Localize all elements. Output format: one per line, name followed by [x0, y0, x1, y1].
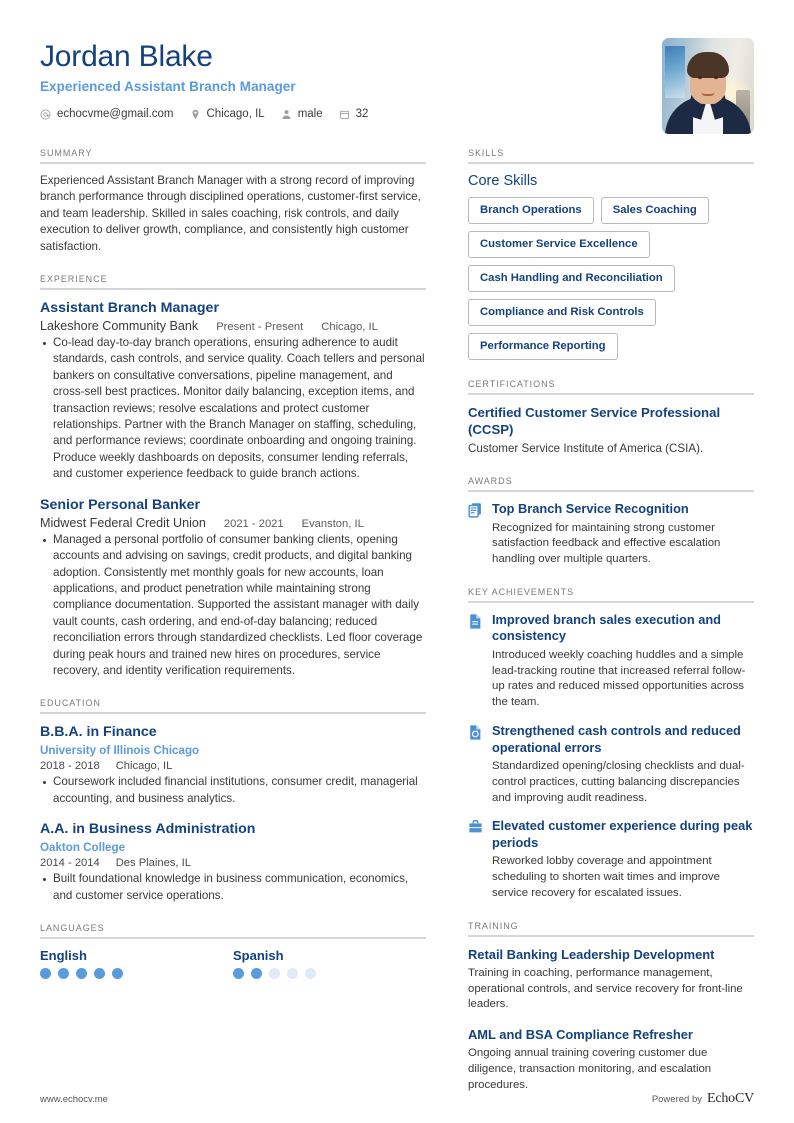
section-key-achievements [468, 587, 754, 902]
contact-location-value: Chicago, IL [206, 108, 265, 120]
education-meta-row [40, 857, 426, 869]
avatar [662, 38, 754, 134]
avatar-wall-art [665, 46, 685, 98]
job-bullet: Managed a personal portfolio of consumer banking clients, opening accounts and advising on savings, credit products, and digital banking adoption. Consistently met monthly goals for new accounts, loan applications, and product penetration while maintaining strong compliance documentation. Supported the assistant manager with daily vault counts, cash ordering, and end-of-day balancing; reduced reconciliation errors through standardized checklists. Led floor coverage during peak hours and trained new hires on procedures, service recovery, and identity verification requirements. [40, 532, 426, 680]
contact-row [40, 108, 368, 120]
avatar-eye-left [698, 76, 702, 79]
job-location: Evanston, IL [301, 517, 364, 530]
degree-title: A.A. in Business Administration [40, 821, 256, 838]
training-title: Retail Banking Leadership Development [468, 946, 715, 962]
contact-email-value: echocvme@gmail.com [57, 108, 174, 120]
section-label-languages: LANGUAGES [40, 922, 105, 933]
section-label-skills: SKILLS [468, 148, 505, 158]
level-dot [94, 968, 105, 979]
contact-gender [281, 108, 323, 120]
section-divider [468, 935, 754, 937]
briefcase-icon [468, 819, 483, 836]
resume-header [40, 38, 754, 134]
job-bullet-list [40, 335, 426, 483]
level-dot [76, 968, 87, 979]
certification-issuer: Customer Service Institute of America (CSIA). [468, 442, 704, 455]
section-label-education: EDUCATION [40, 698, 101, 709]
document-copy-icon [468, 502, 483, 519]
section-label-awards: AWARDS [468, 476, 513, 486]
language-name: English [40, 947, 87, 963]
contact-gender-value: male [297, 108, 323, 120]
certification-title: Certified Customer Service Professional (CCSP) [468, 405, 721, 437]
section-divider [468, 162, 754, 164]
footer-powered-by-label: Powered by [651, 1094, 702, 1105]
contact-email [40, 108, 174, 120]
location-pin-icon [190, 109, 201, 120]
section-experience [40, 274, 426, 679]
award-description: Recognized for maintaining strong customer satisfaction feedback and effective escalation handling over multiple quarters. [492, 521, 721, 566]
skill-chip-list [468, 197, 754, 360]
achievement-description: Standardized opening/closing checklists and dual-control practices, cutting balancing discrepancies and improving audit readiness. [492, 760, 745, 804]
section-divider [468, 601, 754, 603]
award-item [468, 501, 754, 568]
award-title: Top Branch Service Recognition [492, 501, 689, 516]
language-item [40, 948, 233, 979]
education-entry [40, 723, 426, 807]
achievement-description: Introduced weekly coaching huddles and a simple lead-tracking routine that increased referral follow-up rates and reduced missed opportunities across the team. [492, 648, 746, 709]
skill-chip: Branch Operations [468, 197, 594, 224]
skill-chip: Cash Handling and Reconciliation [468, 265, 675, 292]
school-name: Oakton College [40, 841, 126, 855]
achievement-body [492, 818, 754, 901]
education-entry [40, 820, 426, 904]
training-item [468, 946, 754, 1013]
achievement-item [468, 612, 754, 711]
section-certifications [468, 379, 754, 457]
avatar-eye-right [714, 76, 718, 79]
degree-title: B.B.A. in Finance [40, 724, 157, 741]
skills-group-title: Core Skills [468, 173, 538, 189]
skill-chip: Performance Reporting [468, 333, 618, 360]
achievement-title: Improved branch sales execution and consistency [492, 611, 721, 644]
experience-entry [40, 299, 426, 483]
training-title: AML and BSA Compliance Refresher [468, 1027, 693, 1043]
education-dates: 2014 - 2014 [40, 857, 100, 870]
job-dates: Present - Present [216, 321, 304, 334]
level-dot [269, 968, 280, 979]
education-meta-row [40, 760, 426, 772]
achievement-title: Elevated customer experience during peak periods [492, 818, 753, 850]
education-location: Chicago, IL [115, 760, 173, 773]
job-company: Midwest Federal Credit Union [40, 515, 206, 530]
job-title: Assistant Branch Manager [40, 300, 219, 317]
certification-item [468, 404, 754, 457]
job-title: Senior Personal Banker [40, 496, 201, 513]
job-meta-row [40, 319, 426, 333]
document-refresh-icon [468, 724, 483, 741]
training-item [468, 1026, 754, 1093]
experience-entry [40, 496, 426, 680]
level-dot [305, 968, 316, 979]
left-column [40, 148, 426, 998]
avatar-hair [687, 52, 729, 78]
avatar-mouth [702, 92, 715, 96]
achievement-title: Strengthened cash controls and reduced operational errors [492, 723, 741, 755]
skill-chip: Compliance and Risk Controls [468, 299, 656, 326]
language-level-dots [233, 968, 426, 979]
achievement-body [492, 723, 754, 806]
section-awards [468, 476, 754, 568]
level-dot [251, 968, 262, 979]
calendar-icon [339, 109, 350, 120]
email-icon [40, 109, 51, 120]
section-training [468, 921, 754, 1094]
skill-chip: Customer Service Excellence [468, 231, 650, 258]
level-dot [233, 968, 244, 979]
job-dates: 2021 - 2021 [223, 517, 284, 530]
section-divider [40, 712, 426, 714]
education-location: Des Plaines, IL [115, 857, 191, 870]
award-body [492, 501, 754, 568]
contact-age [339, 108, 369, 120]
section-skills [468, 148, 754, 360]
job-bullet: Co-lead day-to-day branch operations, ensuring adherence to audit standards, cash controls, and service quality. Coach tellers and personal bankers on consultative conversations, pipeline management, and cross-sell best practices. Monitor daily balancing, exception items, and transaction reviews; resolve escalations and protect customer relationships. Partner with the Branch Manager on staffing, scheduling, and performance reviews; coordinate onboarding and ongoing training. Produce weekly dashboards on deposits, consumer lending referrals, and customer experience feedback to guide branch actions. [40, 335, 426, 483]
language-grid [40, 948, 426, 979]
summary-text: Experienced Assistant Branch Manager with a strong record of improving branch performance through disciplined operations, customer-first service, and team leadership. Skilled in sales coaching, risk controls, and daily execution to deliver growth, compliance, and consistently high customer satisfaction. [40, 174, 421, 253]
footer-site-url: www.echocv.me [40, 1094, 108, 1105]
section-label-summary: SUMMARY [40, 148, 93, 158]
section-divider [40, 288, 426, 290]
section-divider [40, 162, 426, 164]
section-summary [40, 148, 426, 255]
language-item [233, 948, 426, 979]
job-bullet-list [40, 532, 426, 680]
skill-chip: Sales Coaching [601, 197, 709, 224]
education-dates: 2018 - 2018 [40, 760, 100, 773]
right-column [468, 148, 754, 1113]
contact-age-value: 32 [355, 108, 369, 120]
page-footer [40, 1091, 754, 1107]
education-bullet: Built foundational knowledge in business communication, economics, and customer service operations. [40, 871, 426, 904]
job-company: Lakeshore Community Bank [40, 319, 199, 334]
section-languages [40, 923, 426, 979]
achievement-item [468, 723, 754, 806]
contact-location [190, 108, 265, 120]
page-title: Jordan Blake [40, 40, 213, 73]
training-description: Ongoing annual training covering customer due diligence, transaction monitoring, and escalation procedures. [468, 1047, 712, 1091]
section-label-certifications: CERTIFICATIONS [468, 379, 556, 389]
job-location: Chicago, IL [321, 321, 378, 334]
education-bullet-list [40, 774, 426, 807]
training-description: Training in coaching, performance management, operational controls, and service recovery for front-line leaders. [468, 966, 743, 1011]
section-divider [40, 937, 426, 939]
professional-headline: Experienced Assistant Branch Manager [40, 79, 296, 94]
achievement-body [492, 612, 754, 711]
language-name: Spanish [233, 947, 284, 963]
education-bullet: Coursework included financial institutions, consumer credit, managerial accounting, and business analytics. [40, 774, 426, 807]
job-meta-row [40, 516, 426, 530]
school-name: University of Illinois Chicago [40, 744, 200, 758]
footer-branding [652, 1091, 754, 1107]
footer-brand-name: EchoCV [706, 1091, 754, 1106]
section-divider [468, 490, 754, 492]
section-divider [468, 393, 754, 395]
achievement-description: Reworked lobby coverage and appointment scheduling to shorten wait times and improve service recovery for escalated issues. [492, 855, 720, 900]
person-icon [281, 109, 292, 120]
section-label-key-achievements: KEY ACHIEVEMENTS [468, 586, 575, 597]
level-dot [40, 968, 51, 979]
header-text-block [40, 38, 368, 120]
level-dot [112, 968, 123, 979]
achievement-item [468, 818, 754, 901]
language-level-dots [40, 968, 233, 979]
section-label-experience: EXPERIENCE [40, 274, 108, 285]
level-dot [58, 968, 69, 979]
document-icon [468, 613, 483, 630]
section-label-training: TRAINING [468, 920, 519, 931]
section-education [40, 698, 426, 904]
education-bullet-list [40, 871, 426, 904]
level-dot [287, 968, 298, 979]
